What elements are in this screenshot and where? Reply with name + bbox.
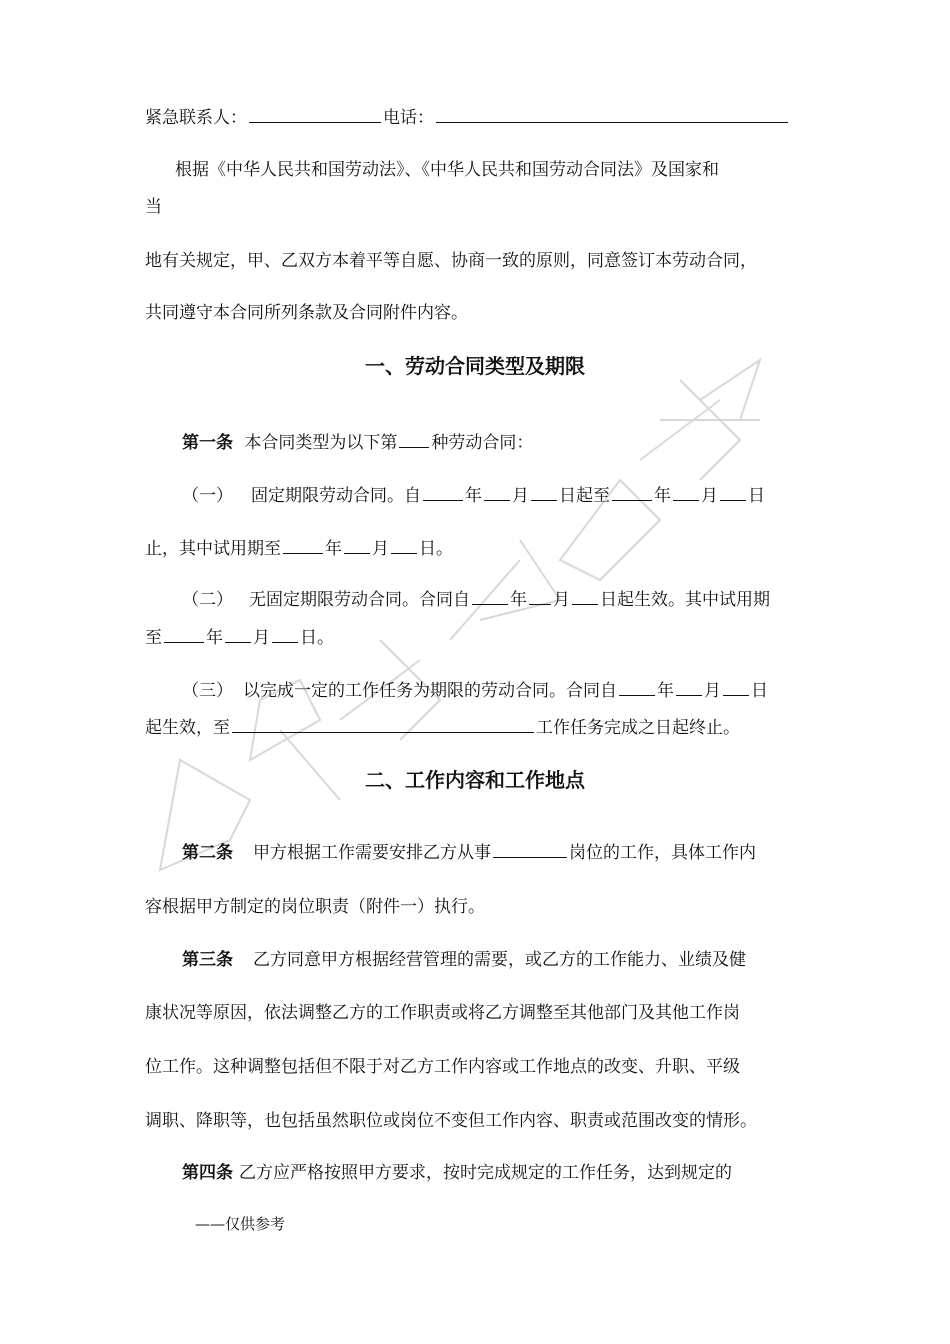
item1-end-year[interactable] <box>612 499 652 501</box>
item2-month[interactable] <box>529 603 551 605</box>
article-2-text-a: 甲方根据工作需要安排乙方从事 <box>253 843 491 863</box>
day-char: 日 <box>751 681 768 701</box>
article-3 <box>182 945 746 970</box>
year-char: 年 <box>654 486 671 506</box>
item-2-line-2 <box>145 623 334 648</box>
item-2-mid: 起生效。其中试用期 <box>617 590 770 610</box>
article-3-line-3: 位工作。这种调整包括但不限于对乙方工作内容或工作地点的改变、升职、平级 <box>145 1057 740 1077</box>
article-3-line-4: 调职、降职等，也包括虽然职位或岗位不变但工作内容、职责或范围改变的情形。 <box>145 1111 757 1131</box>
article-4 <box>182 1158 732 1183</box>
item-2-line2-text: 至 <box>145 628 162 648</box>
article-3-line-1: 乙方同意甲方根据经营管理的需要，或乙方的工作能力、业绩及健 <box>253 950 746 970</box>
intro-line-2: 当 <box>145 197 162 217</box>
footer-note: ——仅供参考 <box>195 1215 286 1233</box>
task-blank[interactable] <box>232 731 534 733</box>
probation-year[interactable] <box>283 552 323 554</box>
article-1-label: 第一条 <box>182 433 233 453</box>
item2-probation-year[interactable] <box>164 641 204 643</box>
year-char: 年 <box>325 539 342 559</box>
article-4-line-1: 乙方应严格按照甲方要求，按时完成规定的工作任务，达到规定的 <box>239 1163 732 1183</box>
item3-year[interactable] <box>619 694 655 696</box>
article-2-line-2: 容根据甲方制定的岗位职责（附件一）执行。 <box>145 897 485 917</box>
month-char: 月 <box>553 590 570 610</box>
period-char: 。 <box>317 628 334 648</box>
month-char: 月 <box>704 681 721 701</box>
item-3-num: （三） <box>182 681 233 701</box>
position-blank[interactable] <box>493 856 567 858</box>
item-1-end-text: 止，其中试用期至 <box>145 539 281 559</box>
item2-probation-month[interactable] <box>225 641 251 643</box>
year-char: 年 <box>657 681 674 701</box>
year-char: 年 <box>206 628 223 648</box>
month-char: 月 <box>701 486 718 506</box>
item2-day[interactable] <box>572 603 598 605</box>
section1-title: 一、劳动合同类型及期限 <box>365 354 585 378</box>
intro-line-3: 地有关规定，甲、乙双方本着平等自愿、协商一致的原则，同意签订本劳动合同， <box>145 251 757 271</box>
probation-day[interactable] <box>391 552 417 554</box>
item-3-line-2 <box>145 713 740 738</box>
item3-day[interactable] <box>723 694 749 696</box>
year-char: 年 <box>510 590 527 610</box>
item1-end-month[interactable] <box>673 499 699 501</box>
item-3-line2a: 起生效，至 <box>145 718 230 738</box>
intro-line-4: 共同遵守本合同所列条款及合同附件内容。 <box>145 303 468 323</box>
article-2-label: 第二条 <box>182 843 233 863</box>
day-char: 日 <box>559 486 576 506</box>
item-1-text: 固定期限劳动合同。自 <box>251 486 421 506</box>
item-2-num: （二） <box>182 590 233 610</box>
contact-name-blank[interactable] <box>249 121 381 123</box>
article-2 <box>182 838 756 863</box>
section2-title: 二、工作内容和工作地点 <box>365 768 585 792</box>
period-char: 。 <box>436 539 453 559</box>
article-2-text-b: 岗位的工作，具体工作内 <box>569 843 756 863</box>
article-1-text-a: 本合同类型为以下第 <box>244 433 398 453</box>
item3-month[interactable] <box>676 694 702 696</box>
day-char: 日 <box>419 539 436 559</box>
item-3-text: 以完成一定的工作任务为期限的劳动合同。合同自 <box>243 681 617 701</box>
article-4-label: 第四条 <box>182 1163 233 1183</box>
phone-label: 电话： <box>383 108 434 128</box>
item2-probation-day[interactable] <box>272 641 298 643</box>
article-3-label: 第三条 <box>182 950 233 970</box>
item-2 <box>182 585 770 610</box>
item-3 <box>182 676 768 701</box>
item2-year[interactable] <box>472 603 508 605</box>
day-char: 日 <box>300 628 317 648</box>
item-3-line2b: 工作任务完成之日起终止。 <box>536 718 740 738</box>
contract-type-blank[interactable] <box>399 446 429 448</box>
item-1 <box>182 481 765 506</box>
article-3-line-2: 康状况等原因，依法调整乙方的工作职责或将乙方调整至其他部门及其他工作岗 <box>145 1003 740 1023</box>
from-text: 起至 <box>576 486 610 506</box>
item1-start-day[interactable] <box>531 499 557 501</box>
item-1-line-2 <box>145 534 453 559</box>
item1-start-year[interactable] <box>423 499 463 501</box>
day-char: 日 <box>600 590 617 610</box>
item-1-num: （一） <box>182 486 233 506</box>
item1-start-month[interactable] <box>484 499 510 501</box>
day-char: 日 <box>748 486 765 506</box>
month-char: 月 <box>372 539 389 559</box>
item-2-text: 无固定期限劳动合同。合同自 <box>249 590 470 610</box>
month-char: 月 <box>253 628 270 648</box>
month-char: 月 <box>512 486 529 506</box>
probation-month[interactable] <box>344 552 370 554</box>
intro-line-1: 根据《中华人民共和国劳动法》、《中华人民共和国劳动合同法》及国家和 <box>175 160 719 180</box>
year-char: 年 <box>465 486 482 506</box>
item1-end-day[interactable] <box>720 499 746 501</box>
contact-label: 紧急联系人： <box>145 108 247 128</box>
phone-blank[interactable] <box>436 121 788 123</box>
contact-line <box>145 103 790 128</box>
article-1-text-b: 种劳动合同： <box>431 433 534 453</box>
article-1 <box>182 428 533 453</box>
